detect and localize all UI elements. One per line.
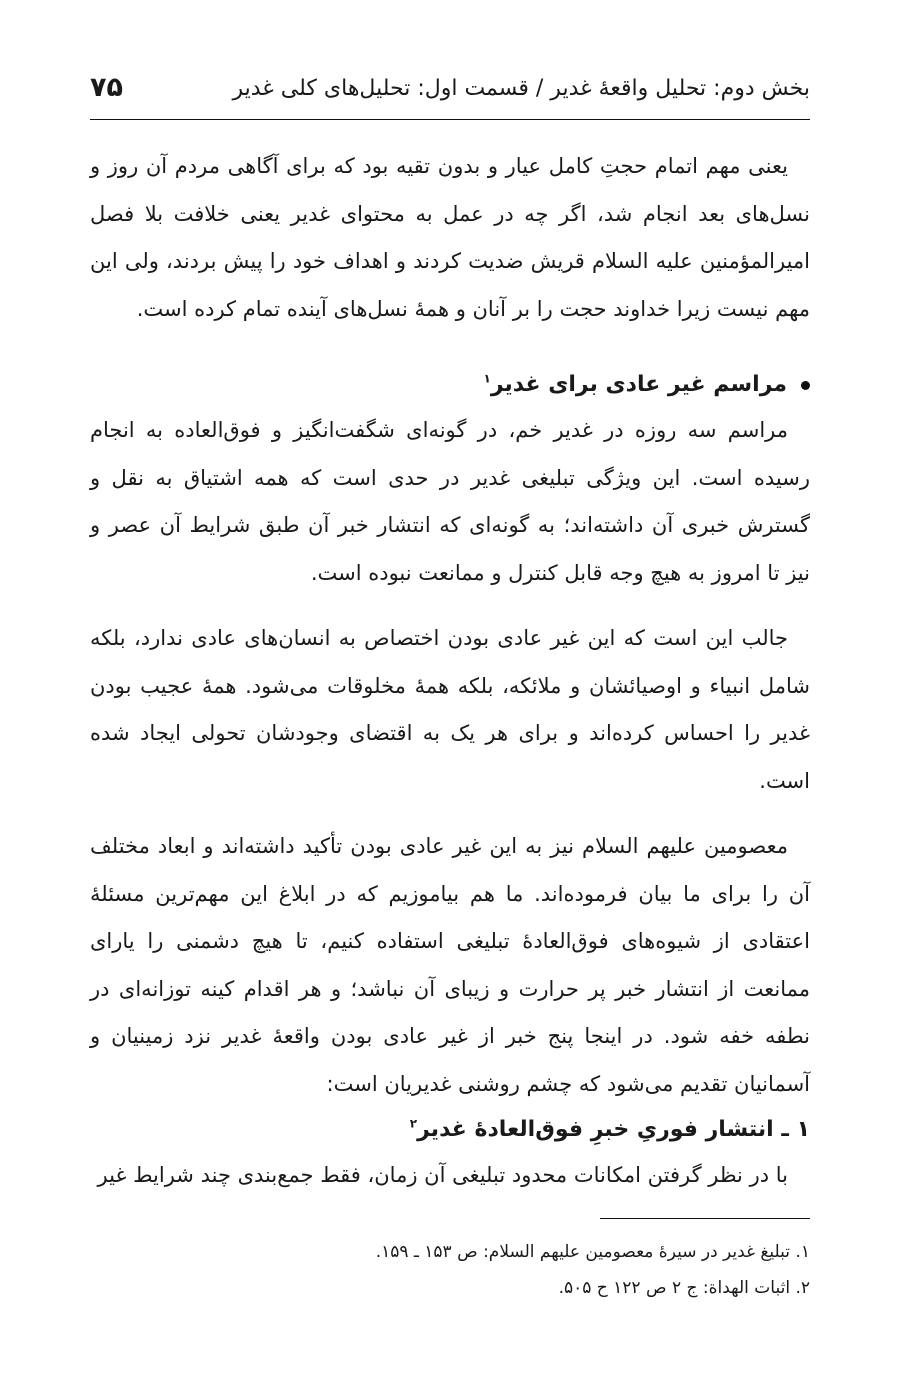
footnote-1: ۱. تبلیغ غدیر در سیرهٔ معصومین علیهم السلام: ص ۱۵۳ ـ ۱۵۹.: [375, 1242, 810, 1262]
header-rule: [90, 119, 810, 120]
paragraph-1: یعنی مهم اتمام حجتِ کامل عیار و بدون تقیه بود که برای آگاهی مردم آن روز و نسل‌های بعد انجام شد، اگر چه در عمل به محتوای غدیر یعنی خلافت بلا فصل امیرالمؤمنین علیه السلام قریش ضدیت کردند و اهداف خود را پیش بردند، ولی این مهم نیست زیرا خداوند حجت را بر آنان و همهٔ نسل‌های آینده تمام کرده است.: [90, 154, 810, 321]
page-number: ۷۵: [90, 72, 123, 103]
page-header: [90, 72, 810, 112]
paragraph-3: جالب این است که این غیر عادی بودن اختصاص به انسان‌های عادی ندارد، بلکه شامل انبیاء و اوصیائشان و ملائکه، بلکه همهٔ مخلوقات می‌شود. همهٔ عجیب بودن غدیر را احساس کرده‌اند و برای هر یک به اقتضای وجودشان تحولی ایجاد شده است.: [90, 626, 810, 793]
paragraph-2: مراسم سه روزه در غدیر خم، در گونه‌ای شگفت‌انگیز و فوق‌العاده به انجام رسیده است. این ویژگی تبلیغی غدیر در حدی است که همه اشتیاق به نقل و گسترش خبری آن داشته‌اند؛ به گونه‌ای که انتشار خبر آن طبق شرایط آن عصر و نیز تا امروز به هیچ وجه قابل کنترل و ممانعت نبوده است.: [90, 418, 810, 585]
footnote-ref-1: ۱: [483, 371, 491, 386]
section-heading-2-text: ۱ ـ انتشار فوریِ خبرِ فوق‌العادهٔ غدیر: [417, 1117, 810, 1142]
section-heading-1: [90, 363, 810, 407]
paragraph-5: با در نظر گرفتن امکانات محدود تبلیغی آن زمان، فقط جمع‌بندی چند شرایط غیر: [97, 1163, 788, 1187]
bullet-icon: [801, 381, 810, 390]
running-head: بخش دوم: تحلیل واقعهٔ غدیر / قسمت اول: تحلیل‌های کلی غدیر: [232, 76, 810, 101]
page-body: [90, 143, 810, 1200]
section-heading-2: [90, 1108, 810, 1152]
section-heading-1-text: مراسم غیر عادی برای غدیر: [490, 372, 787, 397]
footnotes: [90, 1234, 810, 1306]
paragraph-4: معصومین علیهم السلام نیز به این غیر عادی بودن تأکید داشته‌اند و ابعاد مختلف آن را برای ما بیان فرموده‌اند. ما هم بیاموزیم که در ابلاغ این مهم‌ترین مسئلهٔ اعتقادی از شیوه‌های فوق‌العادهٔ تبلیغی استفاده کنیم، تا هیچ دشمنی را یارای ممانعت از انتشار خبر پر حرارت و زیبای آن نباشد؛ و هر اقدام کینه توزانه‌ای در نطفه خفه شود. در اینجا پنج خبر از غیر عادی بودن واقعهٔ غدیر نزد زمینیان و آسمانیان تقدیم می‌شود که چشم روشنی غدیریان است:: [90, 834, 810, 1096]
footnote-rule: [600, 1218, 810, 1219]
footnote-2: ۲. اثبات الهداة: ج ۲ ص ۱۲۲ ح ۵۰۵.: [558, 1278, 810, 1298]
footnote-ref-2: ۲: [409, 1116, 418, 1131]
